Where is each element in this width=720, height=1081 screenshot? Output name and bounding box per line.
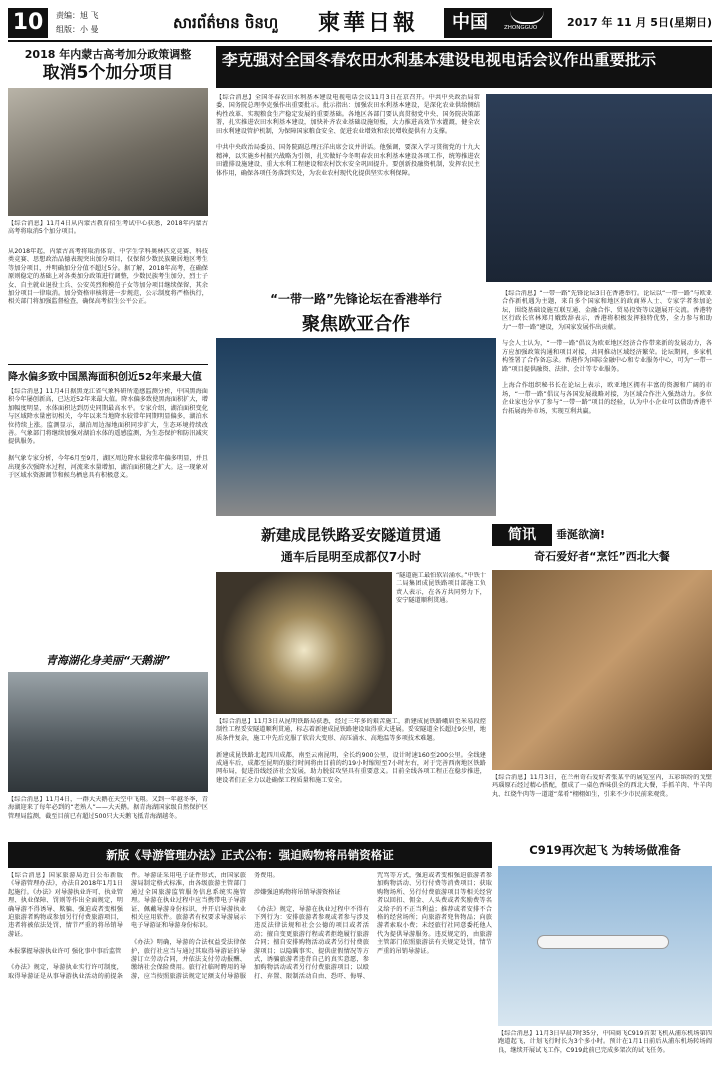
forum-photo <box>216 338 496 516</box>
article-qinghai-lake <box>8 652 208 838</box>
khmer-title: សារព័ត៌មាន ចិនហួ <box>173 14 279 32</box>
brief-header: 简讯 <box>492 524 552 546</box>
dragon-logo-icon <box>510 11 544 24</box>
article-body: 【综合消息】国家旅游局近日公布新版《导游管理办法》，办法自2018年1月1日起施行。《办法》对导游执业许可、执业管理、执业保障、罚则等作出全面规定，明确导游不得诱导、欺骗、强迫或者变相强迫旅游者购物或参加另行付费旅游项目，违者将被依法处罚，情节严重的将吊销导游证。 本报掌握导游执业许可 强化事中事后监管 《办法》规定，导游执业实行许可制度，取得导游证是从事导游执业活动的前提条件。导游证采用电子证件形式，由国家旅游局制定格式标准，由各级旅游主管部门通过全国旅游监管服务信息系统实施管理。导游在执业过程中应当携带电子导游证、佩戴导游身份标识，并开启导游执业相关应用软件。旅游者有权要求导游展示电子导游证和导游身份标识。 《办法》明确，导游的合法权益受法律保护，旅行社应当与通过其取得导游证的导游订立劳动合同，并依法支付劳动报酬、缴纳社会保险费用。旅行社临时聘用的导游，应当按照旅游法规定足额支付导游服务费用。 涉嫌强迫购物将吊销导游资格证 《办法》规定，导游在执业过程中不得有下列行为：安排旅游者参观或者参与涉及违反法律法规和社会公德的项目或者活动；擅自变更旅游行程或者拒绝履行旅游合同；擅自安排购物活动或者另行付费旅游项目；以隐瞒事实、提供虚假情况等方式，诱骗旅游者违背自己的真实意愿，参加购物活动或者另行付费旅游项目；以殴打、弃置、限制活动自由、恐吓、侮辱、咒骂等方式，强迫或者变相强迫旅游者参加购物活动、另行付费等消费项目；获取购物场所、另行付费旅游项目等相关经营者以回扣、佣金、人头费或者奖励费等名义给予的不正当利益；推荐或者安排不合格的经营场所；向旅游者兜售物品；向旅游者索取小费；未经旅行社同意委托他人代为提供导游服务。违反规定的，由旅游主管部门依照旅游法有关规定处罚，情节严重的吊销导游证。 <box>8 872 492 980</box>
brief-column <box>492 524 712 832</box>
photo-caption: 【综合消息】11月3日，在兰州奇石爱好者张某平的展览室内，五彩缤纷的戈壁玛瑙原石经过精心搭配，摆成了一桌色香味俱全的西北大餐，手抓羊肉、牛羊肉丸、红烧牛肉等一道道“菜肴”栩栩如生，引来不少市民前来观赏。 <box>492 774 712 798</box>
section-title: 中国 <box>452 12 488 33</box>
article-title: 青海湖化身美丽“天鹅湖” <box>45 654 171 667</box>
article-title: 新建成昆铁路妥安隧道贯通 <box>260 526 441 544</box>
article-kicker: 2018 年内蒙古高考加分政策调整 <box>24 48 192 61</box>
article-title: 奇石爱好者“烹饪”西北大餐 <box>534 550 670 563</box>
premier-photo <box>486 94 712 282</box>
issue-date: 2017 年 11 月 5日(星期日) <box>567 16 712 29</box>
article-c919 <box>498 842 712 1076</box>
article-title: 李克强对全国冬春农田水利基本建设电视电话会议作出重要批示 <box>222 52 657 69</box>
article-body: 从2018年起，内蒙古高考将取消体育、中学生学科奥林匹克竞赛、科技类竞赛、思想政治品德表现突出加分项目，仅保留少数民族聚居地区考生等加分项目，并明确加分分值不超过5分。据了解，2018年高考，在确保原则稳定的基础上对各类加分政策进行调整，少数民族考生加分，烈士子女、自主就业退役士兵、公安英烈和模范子女等加分项目继续保留，其余加分项目一律取消。加分资格审核将进一步规范，公示制度将严格执行，相关部门将加强监督检查，确保高考招生公平公正。 <box>8 248 208 306</box>
article-belt-road <box>216 290 712 520</box>
masthead-rule <box>8 40 712 42</box>
divider <box>8 364 208 365</box>
article-kicker: “一带一路”先锋论坛在香港举行 <box>270 292 442 306</box>
article-body: 【综合消息】“一带一路”先锋论坛3日在香港举行。论坛以“一带一路”与欧亚合作新机遇为主题，来自多个国家和地区的政商界人士、专家学者参加论坛，围绕基础设施互联互通、金融合作、贸易投资等议题展开交流。香港特区行政长官林郑月娥致辞表示，香港将积极发挥独特优势，全力参与和助力“一带一路”建设，为国家发展作出贡献。 与会人士认为，“一带一路”倡议为欧亚地区经济合作带来新的发展动力，各方应加强政策沟通和项目对接，共同推动区域经济繁荣。论坛期间，多家机构签署了合作备忘录。香港作为国际金融中心和专业服务中心，可为“一带一路”项目提供融资、法律、会计等专业服务。 上海合作组织秘书长在论坛上表示，欧亚地区拥有丰富的资源和广阔的市场，“一带一路”倡议与各国发展战略对接，为区域合作注入强劲动力。多位企业家也分享了参与“一带一路”项目的经验，认为中小企业可以借助香港平台拓展海外市场，实现互利共赢。 <box>502 290 712 415</box>
section-subtitle: ZHONGGUO <box>504 25 538 31</box>
photo-caption: 【综合消息】11月3日早晨7时35分，中国商飞C919首架飞机从浦东机场第四跑道起飞，计划飞行时长为3个多小时。预计在1月1日前后从浦东机场转场阎良，继续开展试飞工作，C919此前已完成多架次的试飞任务。 <box>498 1030 712 1054</box>
designer-credit: 组版：小 曼 <box>56 25 99 34</box>
article-inner-mongolia <box>8 46 208 362</box>
stone-feast-photo <box>492 570 712 770</box>
article-body: 【综合消息】全国冬春农田水利基本建设电视电话会议11月3日在京召开。中共中央政治局常委、国务院总理李克强作出重要批示。批示指出：加强农田水利基本建设，是深化农业供给侧结构性改革、实现粮食生产稳定发展的重要基础。各地区各部门要认真贯彻党中央、国务院决策部署，扎实推进农田水利基本建设，加快补齐农业基础设施短板，大力推进高效节水灌溉，健全农田水利建设管护机制，为保障国家粮食安全、促进农业增效和农民增收提供有力支撑。 中共中央政治局委员、国务院副总理汪洋出席会议并讲话。他强调，要深入学习贯彻党的十九大精神，以实施乡村振兴战略为引领，扎实做好今冬明春农田水利基本建设各项工作，统筹推进农田灌排设施建设、重大水利工程建设和农村饮水安全巩固提升。要创新投融资机制，发挥农民主体作用，确保各项任务落到实处，为农业农村现代化提供坚实水利保障。 <box>216 94 480 177</box>
article-kicker: 垂涎欲滴! <box>556 528 606 541</box>
article-title: 降水偏多致中国黑海面积创近52年来最大值 <box>8 372 202 383</box>
article-heilongjiang <box>8 368 208 648</box>
tourism-banner <box>8 842 492 868</box>
photo-caption: 【综合消息】11月4日从内蒙古教育招生考试中心获悉，2018年内蒙古高考将取消5个加分项目。 <box>8 220 208 236</box>
headline-banner <box>216 46 712 88</box>
article-subtitle: 通车后昆明至成都仅7小时 <box>280 550 422 564</box>
article-body: 【综合消息】11月3日从昆明铁路局获悉，经过三年多的艰苦施工，新建成昆铁路峨眉至米易段控制性工程妥安隧道顺利贯通，标志着新建成昆铁路建设取得重大进展。妥安隧道全长超过9公里，地质条件复杂，施工中先后克服了软岩大变形、高压涌水、高地温等多项技术难题。 新建成昆铁路北起四川成都，南至云南昆明，全长约900公里，设计时速160至200公里。全线建成通车后，成都至昆明的旅行时间将由目前的约19小时缩短至7小时左右，对于完善西南地区铁路网布局，促进沿线经济社会发展，助力脱贫攻坚具有重要意义。目前全线各项工程正在稳步推进，建设者们正全力以赴确保工程质量和施工安全。 <box>216 718 486 784</box>
article-body: 【综合消息】11月4日据黑龙江省气象科研所遥感监测分析，中国黑海面积今年屡创新高，已达近52年来最大值。降水偏多致使黑海面积扩大，增加幅度明显，水体面积达到历史同期最高水平。专家介绍，湖泊面积变化与区域降水量密切相关，今年以来当地降水较常年同期明显偏多，湖泊水位持续上涨。监测显示，湖泊周边湿地面积同步扩大，生态环境持续改善。气象部门将继续加强对湖泊水体的遥感监测，为生态保护和防汛减灾提供服务。 据气象专家分析，今年6月至9月，湖区周边降水量较常年偏多明显，并且出现多次强降水过程，河流来水量增加，湖泊面积随之扩大。这一现象对于区域水资源调节和候鸟栖息具有积极意义。 <box>8 388 208 480</box>
article-railway <box>216 524 486 832</box>
airplane-photo <box>498 866 712 1026</box>
page-number: 10 <box>8 8 48 38</box>
photo-caption: 【综合消息】11月4日，一群大天鹅在天空中飞翔。又到一年越冬季，青海湖迎来了每年必到的“老熟人”——大天鹅。据青海湖国家级自然保护区管理局监测，截至目前已有超过500只大天鹅飞抵青海湖越冬。 <box>8 796 208 820</box>
editor-credit: 责编：旭 飞 <box>56 11 99 20</box>
photo-caption: “隧道施工最怕软岩涌水。”中铁十二局集团成昆铁路项目部施工负责人表示，在各方共同努力下，安宁隧道顺利贯通。 <box>396 572 486 605</box>
swan-lake-photo <box>8 672 208 792</box>
airplane-icon <box>538 936 668 948</box>
classroom-photo <box>8 88 208 216</box>
article-title: 聚焦欧亚合作 <box>302 314 410 334</box>
newspaper-title: 柬華日報 <box>318 10 419 36</box>
article-title: 取消5个加分项目 <box>42 63 174 83</box>
article-title: 新版《导游管理办法》正式公布：强迫购物将吊销资格证 <box>106 848 394 862</box>
article-title: C919再次起飞 为转场做准备 <box>529 843 681 857</box>
tunnel-photo <box>216 572 392 714</box>
masthead <box>8 6 712 42</box>
section-badge <box>444 8 552 38</box>
